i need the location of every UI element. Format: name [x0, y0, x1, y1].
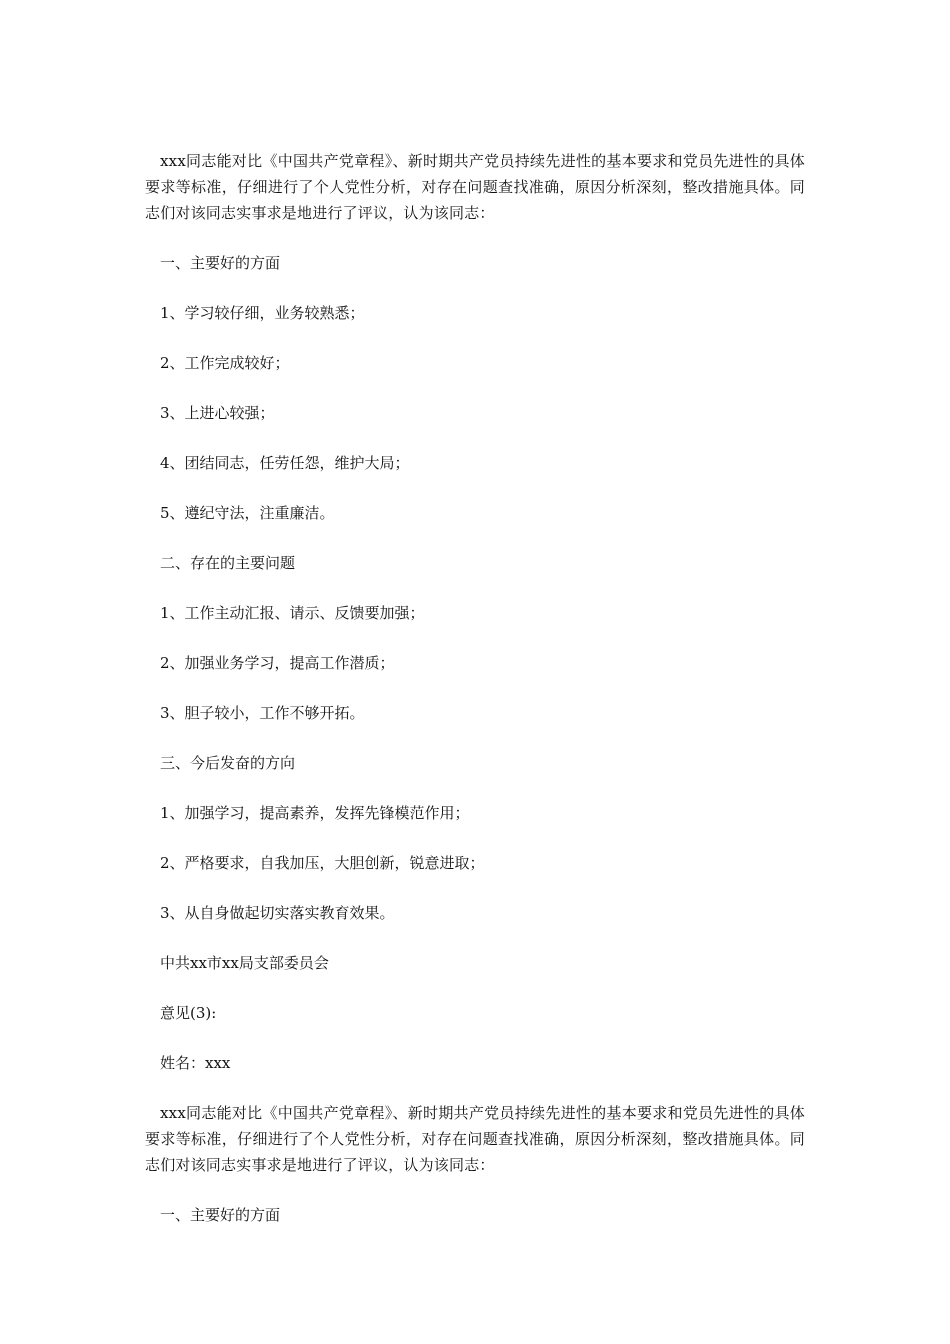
intro-paragraph-2: xxx同志能对比《中国共产党章程》、新时期共产党员持续先进性的基本要求和党员先进性的具体要求等标准，仔细进行了个人党性分析，对存在问题查找准确，原因分析深刻，整改措施具体。同志们对该同志实事求是地进行了评议，认为该同志： [145, 1104, 805, 1174]
opinion-label: 意见(3): [160, 1004, 217, 1022]
list-item: 3、上进心较强； [160, 404, 275, 422]
list-item: 4、团结同志，任劳任怨，维护大局； [160, 454, 410, 472]
section-heading-strengths-2: 一、主要好的方面 [160, 1206, 281, 1224]
list-item: 3、胆子较小，工作不够开拓。 [160, 704, 365, 722]
list-item: 5、遵纪守法，注重廉洁。 [160, 504, 335, 522]
section-heading-problems: 二、存在的主要问题 [160, 554, 296, 572]
list-item: 3、从自身做起切实落实教育效果。 [160, 904, 395, 922]
section-heading-direction: 三、今后发奋的方向 [160, 754, 296, 772]
list-item: 2、严格要求，自我加压，大胆创新，锐意进取； [160, 854, 485, 872]
list-item: 1、学习较仔细，业务较熟悉； [160, 304, 365, 322]
section-heading-strengths: 一、主要好的方面 [160, 254, 281, 272]
organization-name: 中共xx市xx局支部委员会 [160, 954, 329, 972]
list-item: 2、工作完成较好； [160, 354, 290, 372]
list-item: 1、工作主动汇报、请示、反馈要加强； [160, 604, 425, 622]
list-item: 2、加强业务学习，提高工作潜质； [160, 654, 395, 672]
name-line: 姓名：xxx [160, 1054, 231, 1072]
intro-paragraph-1: xxx同志能对比《中国共产党章程》、新时期共产党员持续先进性的基本要求和党员先进性的具体要求等标准，仔细进行了个人党性分析，对存在问题查找准确，原因分析深刻，整改措施具体。同志们对该同志实事求是地进行了评议，认为该同志： [145, 152, 805, 222]
document-page [145, 148, 805, 1228]
list-item: 1、加强学习，提高素养，发挥先锋模范作用； [160, 804, 470, 822]
